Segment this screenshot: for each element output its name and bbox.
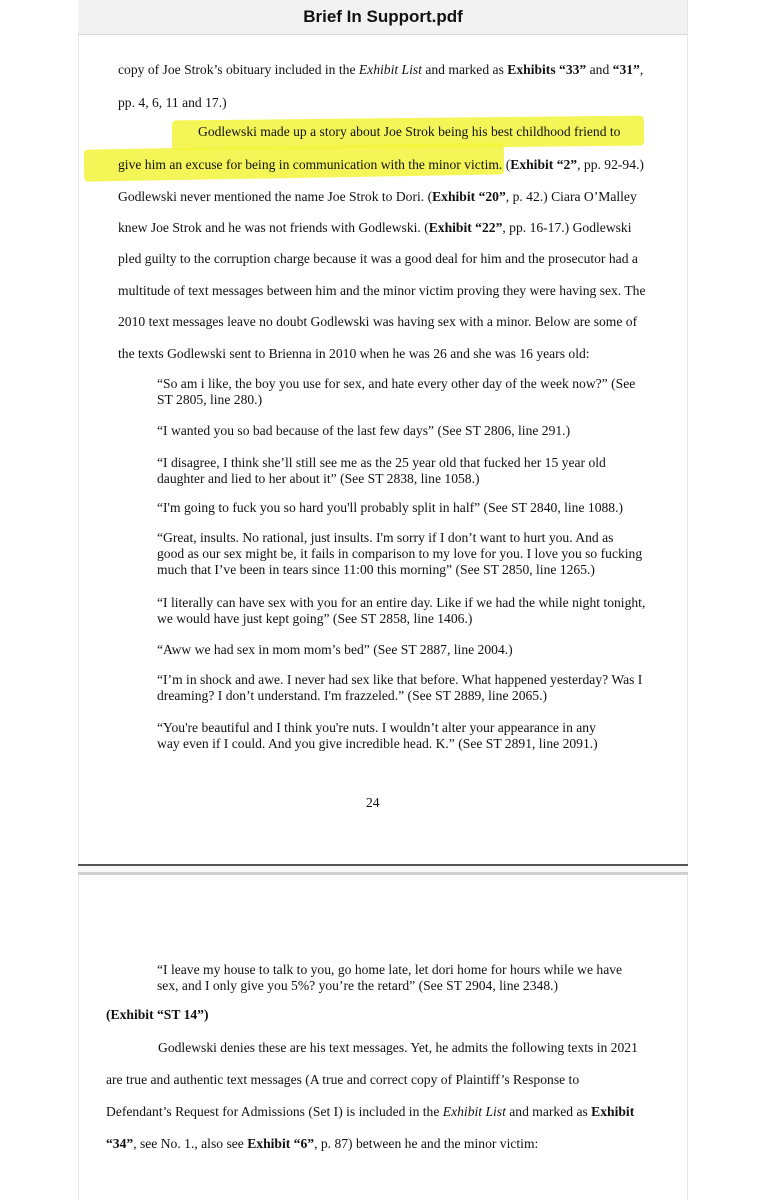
body-text-line: Godlewski made up a story about Joe Strok being his best childhood friend to xyxy=(198,124,621,139)
body-text-line: 2010 text messages leave no doubt Godlewski was having sex with a minor. Below are some of xyxy=(118,314,638,329)
quoted-text-message-line: “Aww we had sex in mom mom’s bed” (See ST 2887, line 2004.) xyxy=(157,642,513,657)
quoted-text-message-line: “I literally can have sex with you for an entire day. Like if we had the while night tonight, xyxy=(157,595,646,610)
body-text-line: give him an excuse for being in communication with the minor victim. (Exhibit “2”, pp. 92-94.) xyxy=(118,157,644,172)
quoted-text-message-line: good as our sex might be, it fails in comparison to my love for you. I love you so fucking xyxy=(157,546,643,561)
quoted-text-message-line: “So am i like, the boy you use for sex, and hate every other day of the week now?” (See xyxy=(157,376,636,391)
quoted-text-message-line: “You're beautiful and I think you're nuts. I wouldn’t alter your appearance in any xyxy=(157,720,596,735)
quoted-text-message-line: sex, and I only give you 5%? you’re the retard” (See ST 2904, line 2348.) xyxy=(157,978,559,993)
quoted-text-message-line: dreaming? I don’t understand. I'm frazzeled.” (See ST 2889, line 2065.) xyxy=(157,688,548,703)
page-border-left xyxy=(78,34,79,1200)
quoted-text-message-line: “I disagree, I think she’ll still see me as the 25 year old that fucked her 15 year old xyxy=(157,455,606,470)
quoted-text-message-line: daughter and lied to her about it” (See ST 2838, line 1058.) xyxy=(157,471,480,486)
body-text-line: Godlewski denies these are his text messages. Yet, he admits the following texts in 2021 xyxy=(158,1040,638,1055)
exhibit-label: (Exhibit “ST 14”) xyxy=(106,1007,209,1022)
document-title-bar xyxy=(78,0,688,35)
quoted-text-message-line: we would have just kept going” (See ST 2858, line 1406.) xyxy=(157,611,473,626)
quoted-text-message-line: way even if I could. And you give incredible head. K.” (See ST 2891, line 2091.) xyxy=(157,736,598,751)
body-text-line: copy of Joe Strok’s obituary included in the Exhibit List and marked as Exhibits “33” and “31”, xyxy=(118,62,644,77)
body-text-line: multitude of text messages between him and the minor victim proving they were having sex. The xyxy=(118,283,646,298)
page-divider-shadow xyxy=(78,872,688,875)
body-text-line: pled guilty to the corruption charge because it was a good deal for him and the prosecutor had a xyxy=(118,251,638,266)
quoted-text-message-line: “I'm going to fuck you so hard you'll probably split in half” (See ST 2840, line 1088.) xyxy=(157,500,624,515)
quoted-text-message-line: “I wanted you so bad because of the last few days” (See ST 2806, line 291.) xyxy=(157,423,571,438)
body-text-line: Godlewski never mentioned the name Joe Strok to Dori. (Exhibit “20”, p. 42.) Ciara O’Malley xyxy=(118,189,637,204)
body-text-line: the texts Godlewski sent to Brienna in 2010 when he was 26 and she was 16 years old: xyxy=(118,346,590,361)
body-text-line: Defendant’s Request for Admissions (Set I) is included in the Exhibit List and marked as Exhibit xyxy=(106,1104,635,1119)
page-number: 24 xyxy=(366,795,380,810)
quoted-text-message-line: “Great, insults. No rational, just insults. I'm sorry if I don’t want to hurt you. And as xyxy=(157,530,614,545)
quoted-text-message-line: ST 2805, line 280.) xyxy=(157,392,263,407)
body-text-line: “34”, see No. 1., also see Exhibit “6”, p. 87) between he and the minor victim: xyxy=(106,1136,539,1151)
page-border-right xyxy=(687,0,688,1200)
quoted-text-message-line: “I’m in shock and awe. I never had sex like that before. What happened yesterday? Was I xyxy=(157,672,643,687)
document-title: Brief In Support.pdf xyxy=(303,7,463,26)
body-text-line: pp. 4, 6, 11 and 17.) xyxy=(118,95,227,110)
quoted-text-message-line: “I leave my house to talk to you, go home late, let dori home for hours while we have xyxy=(157,962,623,977)
body-text-line: are true and authentic text messages (A true and correct copy of Plaintiff’s Response to xyxy=(106,1072,580,1087)
quoted-text-message-line: much that I’ve been in tears since 11:00 this morning” (See ST 2850, line 1265.) xyxy=(157,562,595,577)
body-text-line: knew Joe Strok and he was not friends with Godlewski. (Exhibit “22”, pp. 16-17.) Godlewski xyxy=(118,220,632,235)
